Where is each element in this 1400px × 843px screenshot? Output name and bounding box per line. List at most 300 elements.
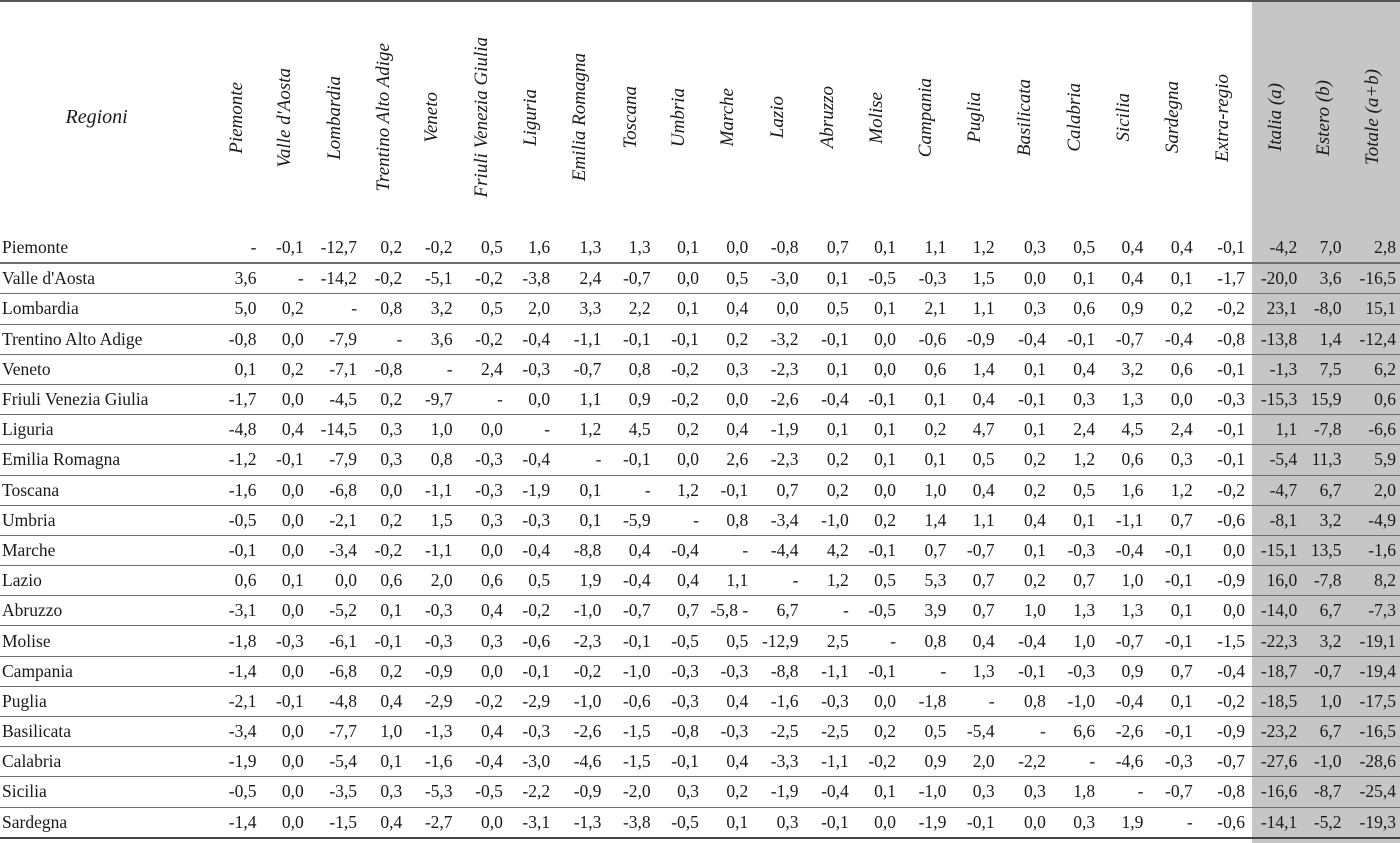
value-cell: -0,1 <box>260 445 307 475</box>
value-cell: 0,5 <box>1050 233 1099 263</box>
total-cell: -8,0 <box>1301 294 1345 324</box>
column-header <box>406 2 456 233</box>
value-cell: 1,3 <box>554 233 605 263</box>
value-cell: 0,0 <box>853 324 900 354</box>
value-cell: -0,1 <box>853 656 900 686</box>
row-region-name: Piemonte <box>0 233 213 263</box>
value-cell: -0,3 <box>703 717 752 747</box>
value-cell: -3,0 <box>752 263 802 294</box>
column-header <box>1147 2 1196 233</box>
total-cell: -1,6 <box>1346 535 1400 565</box>
value-cell: -7,9 <box>308 324 361 354</box>
value-cell: -0,9 <box>950 324 998 354</box>
value-cell: -2,3 <box>752 445 802 475</box>
value-cell: -0,4 <box>507 535 554 565</box>
value-cell: 1,2 <box>803 566 853 596</box>
value-cell: - <box>1099 777 1147 807</box>
table-row <box>0 445 1400 475</box>
value-cell: - <box>554 445 605 475</box>
value-cell: -7,9 <box>308 445 361 475</box>
row-region-name: Veneto <box>0 354 213 384</box>
column-header <box>703 2 752 233</box>
value-cell: 0,4 <box>950 384 998 414</box>
value-cell: -0,3 <box>803 686 853 716</box>
value-cell: - <box>507 415 554 445</box>
row-region-name: Valle d'Aosta <box>0 263 213 294</box>
value-cell: 0,6 <box>361 566 406 596</box>
total-cell: 23,1 <box>1249 294 1301 324</box>
value-cell: 0,3 <box>999 294 1050 324</box>
value-cell: -0,1 <box>1147 535 1196 565</box>
value-cell: 0,4 <box>457 717 507 747</box>
column-header <box>507 2 554 233</box>
total-cell: -20,0 <box>1249 263 1301 294</box>
value-cell: -0,1 <box>853 535 900 565</box>
value-cell: -0,9 <box>1197 566 1249 596</box>
table-body <box>0 233 1400 838</box>
value-cell: 2,0 <box>507 294 554 324</box>
value-cell: -0,3 <box>900 263 950 294</box>
value-cell: 0,4 <box>1147 233 1196 263</box>
value-cell: -0,2 <box>457 686 507 716</box>
table-row <box>0 566 1400 596</box>
value-cell: 0,4 <box>703 747 752 777</box>
value-cell: -1,1 <box>406 475 456 505</box>
value-cell: 4,7 <box>950 415 998 445</box>
value-cell: 1,3 <box>950 656 998 686</box>
value-cell: -0,3 <box>406 596 456 626</box>
value-cell: 1,3 <box>1099 384 1147 414</box>
value-cell: -2,6 <box>1099 717 1147 747</box>
value-cell: -2,9 <box>507 686 554 716</box>
column-header-label: Trentino Alto Adige <box>373 43 395 192</box>
value-cell: 0,1 <box>1050 505 1099 535</box>
column-header <box>950 2 998 233</box>
value-cell: - <box>457 384 507 414</box>
value-cell: 1,2 <box>1050 445 1099 475</box>
value-cell: -0,3 <box>1197 384 1249 414</box>
value-cell: -0,8 <box>1197 324 1249 354</box>
total-cell: -8,1 <box>1249 505 1301 535</box>
value-cell: - <box>361 324 406 354</box>
value-cell: 0,6 <box>213 566 260 596</box>
total-cell: -19,3 <box>1346 807 1400 838</box>
total-cell: -17,5 <box>1346 686 1400 716</box>
value-cell: - <box>308 294 361 324</box>
total-cell: 13,5 <box>1301 535 1345 565</box>
value-cell: -0,1 <box>605 324 654 354</box>
value-cell: 0,0 <box>457 807 507 838</box>
table-row <box>0 475 1400 505</box>
value-cell: -1,3 <box>406 717 456 747</box>
value-cell: 0,0 <box>853 686 900 716</box>
value-cell: -3,5 <box>308 777 361 807</box>
value-cell: -0,4 <box>999 324 1050 354</box>
value-cell: 0,1 <box>655 294 703 324</box>
value-cell: 3,6 <box>406 324 456 354</box>
table-row <box>0 535 1400 565</box>
column-header <box>1050 2 1099 233</box>
value-cell: 0,5 <box>900 717 950 747</box>
value-cell: -0,3 <box>1050 656 1099 686</box>
value-cell: -0,9 <box>554 777 605 807</box>
value-cell: 0,2 <box>999 566 1050 596</box>
column-header-label: Veneto <box>420 92 442 143</box>
value-cell: 0,4 <box>703 294 752 324</box>
value-cell: -0,6 <box>605 686 654 716</box>
total-cell: 11,3 <box>1301 445 1345 475</box>
value-cell: 2,5 <box>803 626 853 656</box>
value-cell: 0,0 <box>260 656 307 686</box>
table-row <box>0 626 1400 656</box>
value-cell: 1,9 <box>1099 807 1147 838</box>
column-header <box>1346 2 1400 233</box>
value-cell: 0,2 <box>1147 294 1196 324</box>
value-cell: 0,2 <box>853 505 900 535</box>
table-row <box>0 324 1400 354</box>
value-cell: -4,6 <box>1099 747 1147 777</box>
total-cell: 2,0 <box>1346 475 1400 505</box>
value-cell: 1,0 <box>361 717 406 747</box>
value-cell: 0,2 <box>853 717 900 747</box>
value-cell: 0,0 <box>507 384 554 414</box>
value-cell: 2,6 <box>703 445 752 475</box>
value-cell: -0,1 <box>1147 566 1196 596</box>
value-cell: 0,0 <box>260 717 307 747</box>
table-row <box>0 656 1400 686</box>
value-cell: 0,1 <box>655 233 703 263</box>
value-cell: 3,9 <box>900 596 950 626</box>
value-cell: 0,6 <box>457 566 507 596</box>
value-cell: -0,3 <box>655 686 703 716</box>
value-cell: 0,5 <box>950 445 998 475</box>
value-cell: -0,1 <box>1197 445 1249 475</box>
value-cell: -0,7 <box>1099 626 1147 656</box>
value-cell: -0,9 <box>406 656 456 686</box>
value-cell: 0,0 <box>260 475 307 505</box>
column-header <box>999 2 1050 233</box>
value-cell: 0,0 <box>260 384 307 414</box>
column-header <box>655 2 703 233</box>
total-cell: -12,4 <box>1346 324 1400 354</box>
value-cell: - <box>803 596 853 626</box>
column-header <box>853 2 900 233</box>
value-cell: -0,2 <box>361 535 406 565</box>
value-cell: 0,2 <box>260 294 307 324</box>
column-header <box>260 2 307 233</box>
value-cell: -1,3 <box>554 807 605 838</box>
value-cell: 1,4 <box>900 505 950 535</box>
value-cell: -1,1 <box>1099 505 1147 535</box>
value-cell: -0,4 <box>1147 324 1196 354</box>
total-cell: -13,8 <box>1249 324 1301 354</box>
value-cell: -0,7 <box>605 263 654 294</box>
total-cell: 3,2 <box>1301 626 1345 656</box>
column-header <box>554 2 605 233</box>
column-header-label: Liguria <box>519 88 541 147</box>
value-cell: -2,2 <box>507 777 554 807</box>
value-cell: -0,1 <box>605 626 654 656</box>
value-cell: -5,1 <box>406 263 456 294</box>
value-cell: 0,0 <box>457 535 507 565</box>
value-cell: -0,3 <box>655 656 703 686</box>
value-cell: -6,8 <box>308 475 361 505</box>
value-cell: -1,4 <box>213 807 260 838</box>
value-cell: 0,7 <box>803 233 853 263</box>
value-cell: -0,5 <box>457 777 507 807</box>
value-cell: -1,9 <box>752 415 802 445</box>
value-cell: - <box>605 475 654 505</box>
value-cell: -0,3 <box>1050 535 1099 565</box>
value-cell: 0,7 <box>752 475 802 505</box>
value-cell: 1,3 <box>1099 596 1147 626</box>
value-cell: 0,3 <box>999 233 1050 263</box>
total-cell: -16,5 <box>1346 717 1400 747</box>
column-header-label: Valle d'Aosta <box>273 67 295 168</box>
value-cell: 0,0 <box>260 777 307 807</box>
value-cell: 0,3 <box>999 777 1050 807</box>
value-cell: 0,0 <box>308 566 361 596</box>
total-cell: 3,6 <box>1301 263 1345 294</box>
value-cell: -1,5 <box>605 747 654 777</box>
value-cell: 0,2 <box>361 384 406 414</box>
value-cell: -2,9 <box>406 686 456 716</box>
value-cell: -4,8 <box>213 415 260 445</box>
column-header-label: Marche <box>717 88 739 147</box>
value-cell: -0,7 <box>1147 777 1196 807</box>
value-cell: -7,1 <box>308 354 361 384</box>
value-cell: 0,1 <box>853 415 900 445</box>
value-cell: 2,4 <box>457 354 507 384</box>
value-cell: -1,1 <box>803 747 853 777</box>
value-cell: -3,2 <box>752 324 802 354</box>
value-cell: -0,1 <box>999 656 1050 686</box>
value-cell: - <box>900 656 950 686</box>
column-header-label: Lazio <box>766 96 788 139</box>
value-cell: -0,9 <box>1197 717 1249 747</box>
regioni-label: Regioni <box>65 106 128 128</box>
value-cell: 0,1 <box>803 415 853 445</box>
value-cell: - <box>1147 807 1196 838</box>
value-cell: 0,3 <box>457 505 507 535</box>
value-cell: 0,2 <box>803 475 853 505</box>
value-cell: 0,2 <box>361 656 406 686</box>
value-cell: -0,7 <box>554 354 605 384</box>
total-cell: 15,1 <box>1346 294 1400 324</box>
row-region-name: Umbria <box>0 505 213 535</box>
value-cell: 1,8 <box>1050 777 1099 807</box>
table-row <box>0 233 1400 263</box>
value-cell: 4,5 <box>605 415 654 445</box>
value-cell: -1,5 <box>1197 626 1249 656</box>
value-cell: -0,5 <box>853 263 900 294</box>
value-cell: -0,4 <box>803 384 853 414</box>
value-cell: -0,2 <box>1197 475 1249 505</box>
table-row <box>0 686 1400 716</box>
value-cell: 0,2 <box>703 777 752 807</box>
value-cell: -3,8 <box>605 807 654 838</box>
value-cell: -0,8 <box>361 354 406 384</box>
column-header <box>1099 2 1147 233</box>
total-cell: 6,7 <box>1301 596 1345 626</box>
value-cell: 0,7 <box>950 566 998 596</box>
value-cell: -0,2 <box>853 747 900 777</box>
value-cell: -2,5 <box>752 717 802 747</box>
value-cell: 3,6 <box>213 263 260 294</box>
row-region-name: Basilicata <box>0 717 213 747</box>
column-header-label: Toscana <box>619 86 641 149</box>
value-cell: -0,7 <box>1197 747 1249 777</box>
value-cell: -1,0 <box>605 656 654 686</box>
value-cell: 0,2 <box>900 415 950 445</box>
value-cell: -3,4 <box>752 505 802 535</box>
value-cell: -2,3 <box>554 626 605 656</box>
value-cell: -0,7 <box>605 596 654 626</box>
value-cell: -5,4 <box>950 717 998 747</box>
value-cell: 0,2 <box>703 324 752 354</box>
value-cell: 3,3 <box>554 294 605 324</box>
value-cell: 1,9 <box>554 566 605 596</box>
value-cell: -14,5 <box>308 415 361 445</box>
row-region-name: Toscana <box>0 475 213 505</box>
value-cell: -3,8 <box>507 263 554 294</box>
row-region-name: Friuli Venezia Giulia <box>0 384 213 414</box>
column-header-label: Puglia <box>963 92 985 143</box>
value-cell: 2,0 <box>950 747 998 777</box>
value-cell: -0,1 <box>803 807 853 838</box>
column-header-label: Lombardia <box>323 75 345 160</box>
value-cell: -0,2 <box>655 354 703 384</box>
value-cell: 0,4 <box>950 475 998 505</box>
value-cell: 1,1 <box>950 505 998 535</box>
value-cell: -0,2 <box>655 384 703 414</box>
value-cell: -2,5 <box>803 717 853 747</box>
value-cell: -0,4 <box>1099 535 1147 565</box>
value-cell: 0,0 <box>260 505 307 535</box>
value-cell: -1,9 <box>900 807 950 838</box>
value-cell: - <box>703 535 752 565</box>
value-cell: -4,5 <box>308 384 361 414</box>
total-cell: 0,6 <box>1346 384 1400 414</box>
total-cell: 5,9 <box>1346 445 1400 475</box>
value-cell: -0,4 <box>655 535 703 565</box>
value-cell: -0,1 <box>213 535 260 565</box>
value-cell: -1,5 <box>308 807 361 838</box>
value-cell: 0,0 <box>260 324 307 354</box>
table-row <box>0 263 1400 294</box>
total-cell: -1,0 <box>1301 747 1345 777</box>
value-cell: -1,1 <box>554 324 605 354</box>
column-header <box>457 2 507 233</box>
total-cell: -6,6 <box>1346 415 1400 445</box>
total-cell: 1,4 <box>1301 324 1345 354</box>
value-cell: -5,3 <box>406 777 456 807</box>
total-cell: -5,2 <box>1301 807 1345 838</box>
value-cell: 0,8 <box>406 445 456 475</box>
value-cell: 0,0 <box>999 263 1050 294</box>
total-cell: -8,7 <box>1301 777 1345 807</box>
value-cell: -0,3 <box>703 656 752 686</box>
value-cell: 0,0 <box>260 807 307 838</box>
total-cell: 15,9 <box>1301 384 1345 414</box>
value-cell: 1,2 <box>554 415 605 445</box>
total-cell: -0,7 <box>1301 656 1345 686</box>
value-cell: 0,0 <box>655 445 703 475</box>
value-cell: -1,0 <box>554 686 605 716</box>
value-cell: 0,3 <box>1050 384 1099 414</box>
value-cell: 0,4 <box>605 535 654 565</box>
value-cell: -9,7 <box>406 384 456 414</box>
total-cell: 16,0 <box>1249 566 1301 596</box>
row-region-name: Trentino Alto Adige <box>0 324 213 354</box>
value-cell: -1,9 <box>213 747 260 777</box>
value-cell: -0,6 <box>1197 505 1249 535</box>
value-cell: -0,2 <box>1197 686 1249 716</box>
value-cell: -1,9 <box>752 777 802 807</box>
total-cell: -1,3 <box>1249 354 1301 384</box>
column-header-label: Umbria <box>668 87 690 148</box>
value-cell: 1,3 <box>1050 596 1099 626</box>
value-cell: 3,2 <box>1099 354 1147 384</box>
value-cell: 0,5 <box>803 294 853 324</box>
value-cell: 0,1 <box>803 354 853 384</box>
value-cell: -0,4 <box>507 445 554 475</box>
value-cell: 1,1 <box>900 233 950 263</box>
value-cell: -0,3 <box>260 626 307 656</box>
value-cell: -0,1 <box>803 324 853 354</box>
value-cell: -0,1 <box>999 384 1050 414</box>
value-cell: -0,2 <box>457 324 507 354</box>
value-cell: - <box>999 717 1050 747</box>
row-region-name: Abruzzo <box>0 596 213 626</box>
column-header-label: Sicilia <box>1112 93 1134 142</box>
value-cell: 0,5 <box>457 294 507 324</box>
value-cell: 0,1 <box>260 566 307 596</box>
value-cell: 0,4 <box>1099 263 1147 294</box>
value-cell: 0,0 <box>260 747 307 777</box>
value-cell: -1,6 <box>213 475 260 505</box>
value-cell: 0,4 <box>1099 233 1147 263</box>
value-cell: 0,0 <box>703 233 752 263</box>
value-cell: 0,1 <box>554 475 605 505</box>
value-cell: 1,6 <box>507 233 554 263</box>
value-cell: -0,1 <box>655 324 703 354</box>
value-cell: -0,2 <box>361 263 406 294</box>
value-cell: -1,1 <box>803 656 853 686</box>
value-cell: -0,5 <box>655 807 703 838</box>
column-header-label: Extra-regio <box>1212 73 1234 162</box>
value-cell: 0,3 <box>1050 807 1099 838</box>
row-region-name: Campania <box>0 656 213 686</box>
column-header <box>361 2 406 233</box>
value-cell: 0,1 <box>853 777 900 807</box>
value-cell: 0,3 <box>703 354 752 384</box>
value-cell: 0,5 <box>853 566 900 596</box>
value-cell: -0,1 <box>853 384 900 414</box>
value-cell: 0,1 <box>213 354 260 384</box>
total-cell: -18,5 <box>1249 686 1301 716</box>
total-cell: -5,4 <box>1249 445 1301 475</box>
value-cell: -12,9 <box>752 626 802 656</box>
value-cell: - <box>752 566 802 596</box>
value-cell: -6,8 <box>308 656 361 686</box>
value-cell: 4,2 <box>803 535 853 565</box>
value-cell: 4,5 <box>1099 415 1147 445</box>
value-cell: 0,2 <box>803 445 853 475</box>
value-cell: 0,6 <box>1147 354 1196 384</box>
value-cell: 0,0 <box>853 807 900 838</box>
value-cell: 1,0 <box>999 596 1050 626</box>
